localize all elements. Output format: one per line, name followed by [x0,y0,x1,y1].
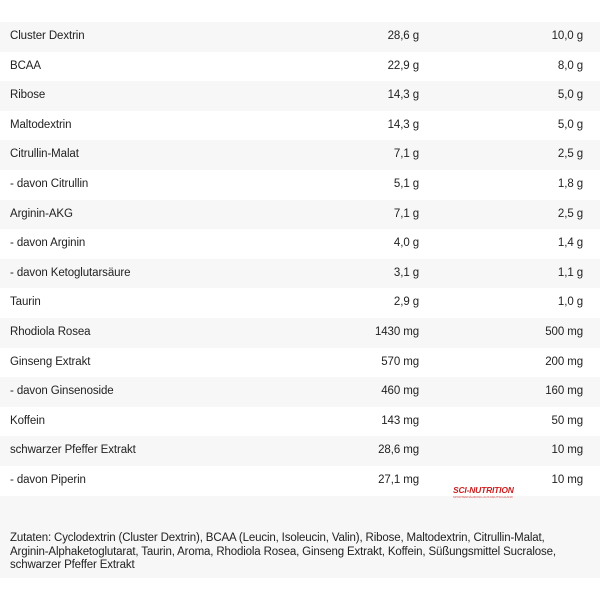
nutrient-name: BCAA [10,59,41,72]
amount-per-serving: 8,0 g [557,59,583,72]
nutrient-name: Arginin-AKG [10,207,73,220]
nutrient-name: Citrullin-Malat [10,148,79,161]
amount-per-serving: 10 mg [551,444,583,457]
amount-per-100g: 27,1 mg [378,473,419,486]
nutrient-name: - davon Piperin [10,473,86,486]
table-row [0,407,600,437]
amount-per-serving: 500 mg [545,325,583,338]
ingredients-text: Zutaten: Cyclodextrin (Cluster Dextrin), BCAA (Leucin, Isoleucin, Valin), Ribose, Maltodextrin, Citrullin-Malat, Arginin-Alphaketoglutarat, Taurin, Aroma, Rhodiola Rosea, Ginseng Extrakt, Koffein, Süßungsmittel Sucralose, schwarzer Pfeffer Extrakt [10,532,556,571]
nutrient-name: - davon Citrullin [10,177,89,190]
amount-per-serving: 2,5 g [557,207,583,220]
ingredients-box [0,518,600,578]
amount-per-serving: 1,4 g [557,237,583,250]
table-row [0,170,600,200]
amount-per-100g: 143 mg [381,414,419,427]
table-row [0,436,600,466]
table-row [0,318,600,348]
table-row [0,348,600,378]
amount-per-100g: 5,1 g [393,177,419,190]
table-row [0,259,600,289]
table-row [0,377,600,407]
nutrient-name: Taurin [10,296,41,309]
amount-per-serving: 5,0 g [557,89,583,102]
table-row [0,229,600,259]
amount-per-100g: 3,1 g [393,266,419,279]
nutrient-name: - davon Ginsenoside [10,385,114,398]
amount-per-100g: 14,3 g [387,89,419,102]
nutrient-name: schwarzer Pfeffer Extrakt [10,444,136,457]
amount-per-serving: 2,5 g [557,148,583,161]
table-row [0,52,600,82]
amount-per-100g: 1430 mg [374,325,419,338]
table-row [0,140,600,170]
amount-per-100g: 4,0 g [393,237,419,250]
amount-per-100g: 14,3 g [387,118,419,131]
table-row [0,288,600,318]
table-row [0,22,600,52]
amount-per-serving: 50 mg [551,414,583,427]
amount-per-serving: 10 mg [551,473,583,486]
amount-per-serving: 10,0 g [551,30,583,42]
nutrient-name: Koffein [10,414,45,427]
amount-per-100g: 28,6 g [387,30,419,42]
table-row [0,81,600,111]
nutrient-name: Ginseng Extrakt [10,355,91,368]
amount-per-100g: 28,6 mg [378,444,419,457]
nutrient-name: Ribose [10,89,46,102]
nutrient-name: Rhodiola Rosea [10,325,91,338]
amount-per-100g: 570 mg [381,355,419,368]
nutrition-table [0,22,600,496]
table-row [0,200,600,230]
table-row [0,111,600,141]
nutrient-name: Maltodextrin [10,118,72,131]
amount-per-100g: 2,9 g [393,296,419,309]
amount-per-serving: 1,1 g [557,266,583,279]
nutrient-name: Cluster Dextrin [10,30,85,42]
amount-per-100g: 7,1 g [393,148,419,161]
amount-per-serving: 1,0 g [557,296,583,309]
amount-per-100g: 22,9 g [387,59,419,72]
amount-per-100g: 460 mg [381,385,419,398]
brand-tagline: SPORTERNÄHRUNG AUS DEUTSCHLAND [453,495,513,499]
amount-per-serving: 200 mg [545,355,583,368]
nutrient-name: - davon Arginin [10,237,86,250]
nutrient-name: - davon Ketoglutarsäure [10,266,131,279]
amount-per-serving: 160 mg [545,385,583,398]
brand-name: SCI-NUTRITION [453,485,514,495]
amount-per-serving: 5,0 g [557,118,583,131]
amount-per-serving: 1,8 g [557,177,583,190]
brand-logo [453,486,523,500]
amount-per-100g: 7,1 g [393,207,419,220]
